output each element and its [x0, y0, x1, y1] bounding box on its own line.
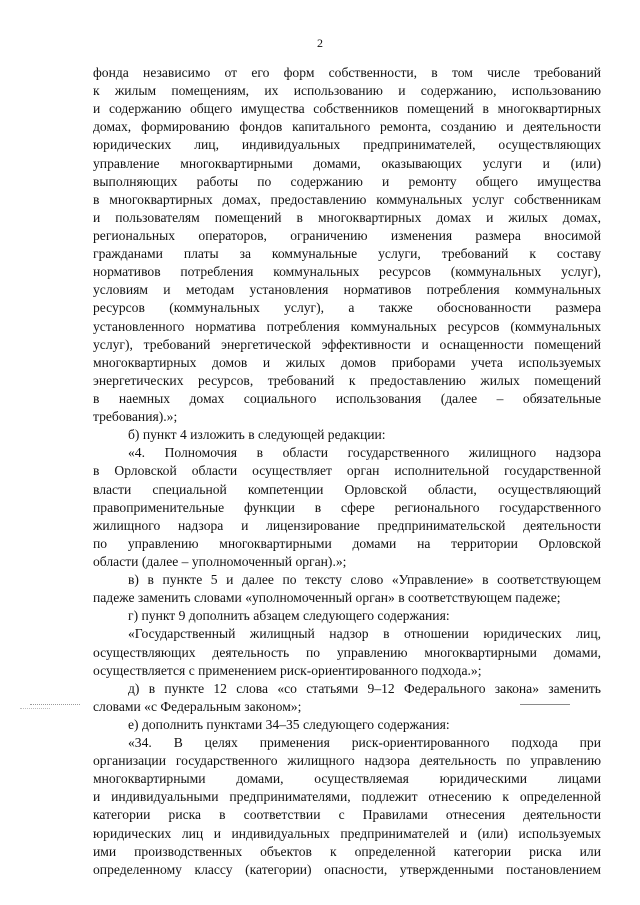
text-line: власти специальной компетенции Орловской области, осуществляющий [93, 481, 601, 497]
text-line: установленного норматива потребления коммунальных ресурсов (коммунальных [93, 318, 601, 334]
text-line: управление многоквартирными домами, оказывающих услуги и (или) [93, 155, 601, 171]
text-line: юридических лиц и индивидуальных предпринимателей и (или) используемых [93, 825, 601, 841]
text-line: осуществляющих деятельность по управлению многоквартирными домами, [93, 644, 601, 660]
text-line: юридических лиц, индивидуальных предпринимателей, осуществляющих [93, 137, 601, 153]
text-line: жилищного надзора и лицензирование предпринимательской деятельности [93, 517, 601, 533]
text-line: энергетических ресурсов, требований к предоставлению жилых помещений [93, 372, 601, 388]
text-line: б) пункт 4 изложить в следующей редакции: [128, 427, 386, 443]
scan-artifact-mark [20, 708, 50, 709]
text-line: нормативов потребления коммунальных ресурсов (коммунальных услуг), [93, 264, 601, 280]
text-line: по управлению многоквартирными домами на территории Орловской [93, 535, 601, 551]
text-line: гражданами платы за коммунальные услуги, требований к составу [93, 246, 601, 262]
text-line: е) дополнить пунктами 34–35 следующего содержания: [128, 716, 450, 732]
text-line: услуг), требований энергетической эффективности и оснащенности помещений [93, 336, 601, 352]
text-line: в многоквартирных домах, предоставлению коммунальных услуг собственникам [93, 191, 601, 207]
text-line: многоквартирных домов и жилых домов приборами учета используемых [93, 354, 601, 370]
text-line: и пользователям помещений в многоквартирных домах и жилых домах, [93, 209, 601, 225]
text-line: условиям и методам установления нормативов потребления коммунальных [93, 282, 601, 298]
text-line: категории риска в соответствии с Правилами отнесения деятельности [93, 807, 601, 823]
text-line: ресурсов (коммунальных услуг), а также обоснованности размера [93, 300, 601, 316]
text-line: г) пункт 9 дополнить абзацем следующего содержания: [128, 608, 450, 624]
text-line: осуществляется с применением риск-ориентированного подхода.»; [93, 662, 482, 678]
text-line: «4. Полномочия в области государственного жилищного надзора [128, 445, 601, 461]
text-line: и содержанию общего имущества собственников помещений в многоквартирных [93, 101, 601, 117]
text-line: к жилым помещениям, их использованию и содержанию, использованию [93, 83, 601, 99]
text-line: ими производственных объектов к определенной категории риска или [93, 843, 601, 859]
text-line: в Орловской области осуществляет орган исполнительной государственной [93, 463, 601, 479]
document-body [93, 64, 601, 879]
text-line: организации государственного жилищного надзора деятельность по управлению [93, 753, 601, 769]
text-line: «Государственный жилищный надзор в отношении юридических лиц, [128, 626, 601, 642]
text-line: требования).»; [93, 409, 178, 425]
text-line: региональных операторов, ограничению изменения размера вносимой [93, 227, 601, 243]
text-line: и индивидуальными предпринимателями, подлежит отнесению к определенной [93, 789, 601, 805]
page-number: 2 [317, 36, 323, 50]
text-line: определенному классу (категории) опасности, утвержденными постановлением [93, 861, 601, 877]
text-line: в) в пункте 5 и далее по тексту слово «Управление» в соответствующем [128, 572, 601, 588]
text-line: многоквартирными домами, осуществляемая юридическими лицами [93, 771, 601, 787]
text-line: выполняющих работы по содержанию и ремонту общего имущества [93, 173, 601, 189]
text-line: правоприменительные функции в сфере регионального государственного [93, 499, 601, 515]
text-line: в наемных домах социального использования (далее – обязательные [93, 390, 601, 406]
text-line: падеже заменить словами «уполномоченный орган» в соответствующем падеже; [93, 590, 561, 606]
text-line: области (далее – уполномоченный орган).»; [93, 553, 347, 569]
scan-artifact-mark [30, 704, 80, 705]
scan-underline-mark [520, 704, 570, 705]
text-line: словами «с Федеральным законом»; [93, 698, 302, 714]
text-line: д) в пункте 12 слова «со статьями 9–12 Федерального закона» заменить [128, 680, 601, 696]
text-line: «34. В целях применения риск-ориентированного подхода при [128, 735, 601, 751]
text-line: фонда независимо от его форм собственности, в том числе требований [93, 65, 601, 80]
text-line: домах, формированию фондов капитального ремонта, созданию и деятельности [93, 119, 601, 135]
